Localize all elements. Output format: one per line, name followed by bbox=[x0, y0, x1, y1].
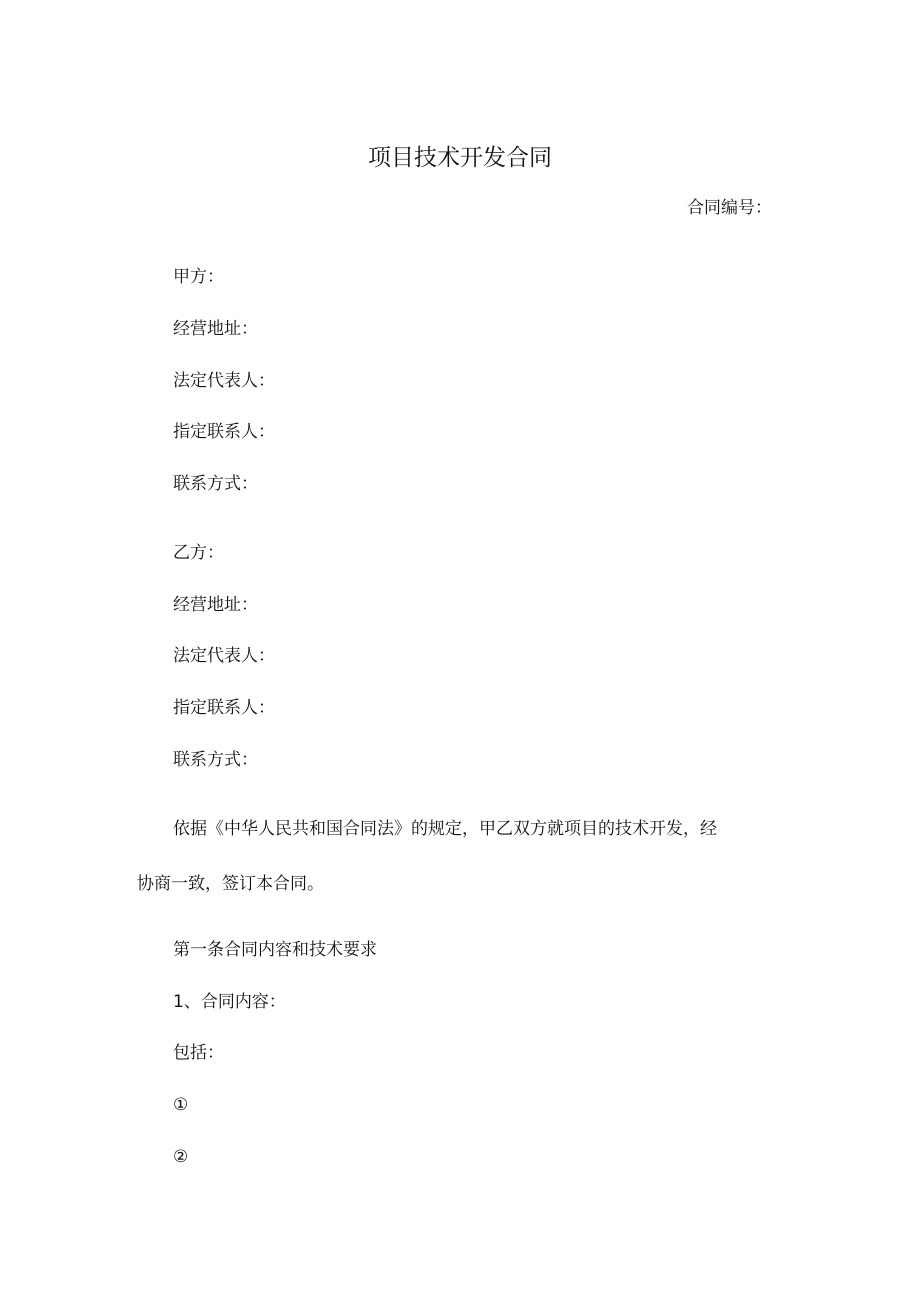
list-marker-2: ② bbox=[173, 1147, 189, 1167]
article-1-heading: 第一条合同内容和技术要求 bbox=[173, 940, 377, 960]
party-b-legal-rep: 法定代表人： bbox=[173, 646, 275, 666]
party-a-address: 经营地址： bbox=[173, 319, 258, 339]
party-b-label: 乙方： bbox=[173, 543, 224, 563]
party-a-contact: 指定联系人： bbox=[173, 422, 275, 442]
includes-label: 包括： bbox=[173, 1043, 224, 1063]
party-a-legal-rep: 法定代表人： bbox=[173, 371, 275, 391]
party-a-contact-method: 联系方式： bbox=[173, 474, 258, 494]
party-a-label: 甲方： bbox=[173, 267, 224, 287]
contract-number-label: 合同编号： bbox=[687, 198, 772, 218]
preamble-line-2: 协商一致，签订本合同。 bbox=[137, 874, 324, 894]
document-title: 项目技术开发合同 bbox=[368, 145, 552, 171]
preamble-line-1: 依据《中华人民共和国合同法》的规定，甲乙双方就项目的技术开发，经 bbox=[173, 819, 717, 839]
party-b-address: 经营地址： bbox=[173, 595, 258, 615]
list-marker-1: ① bbox=[173, 1095, 189, 1115]
article-1-item-1: 1、合同内容： bbox=[173, 992, 286, 1012]
party-b-contact-method: 联系方式： bbox=[173, 750, 258, 770]
party-b-contact: 指定联系人： bbox=[173, 698, 275, 718]
